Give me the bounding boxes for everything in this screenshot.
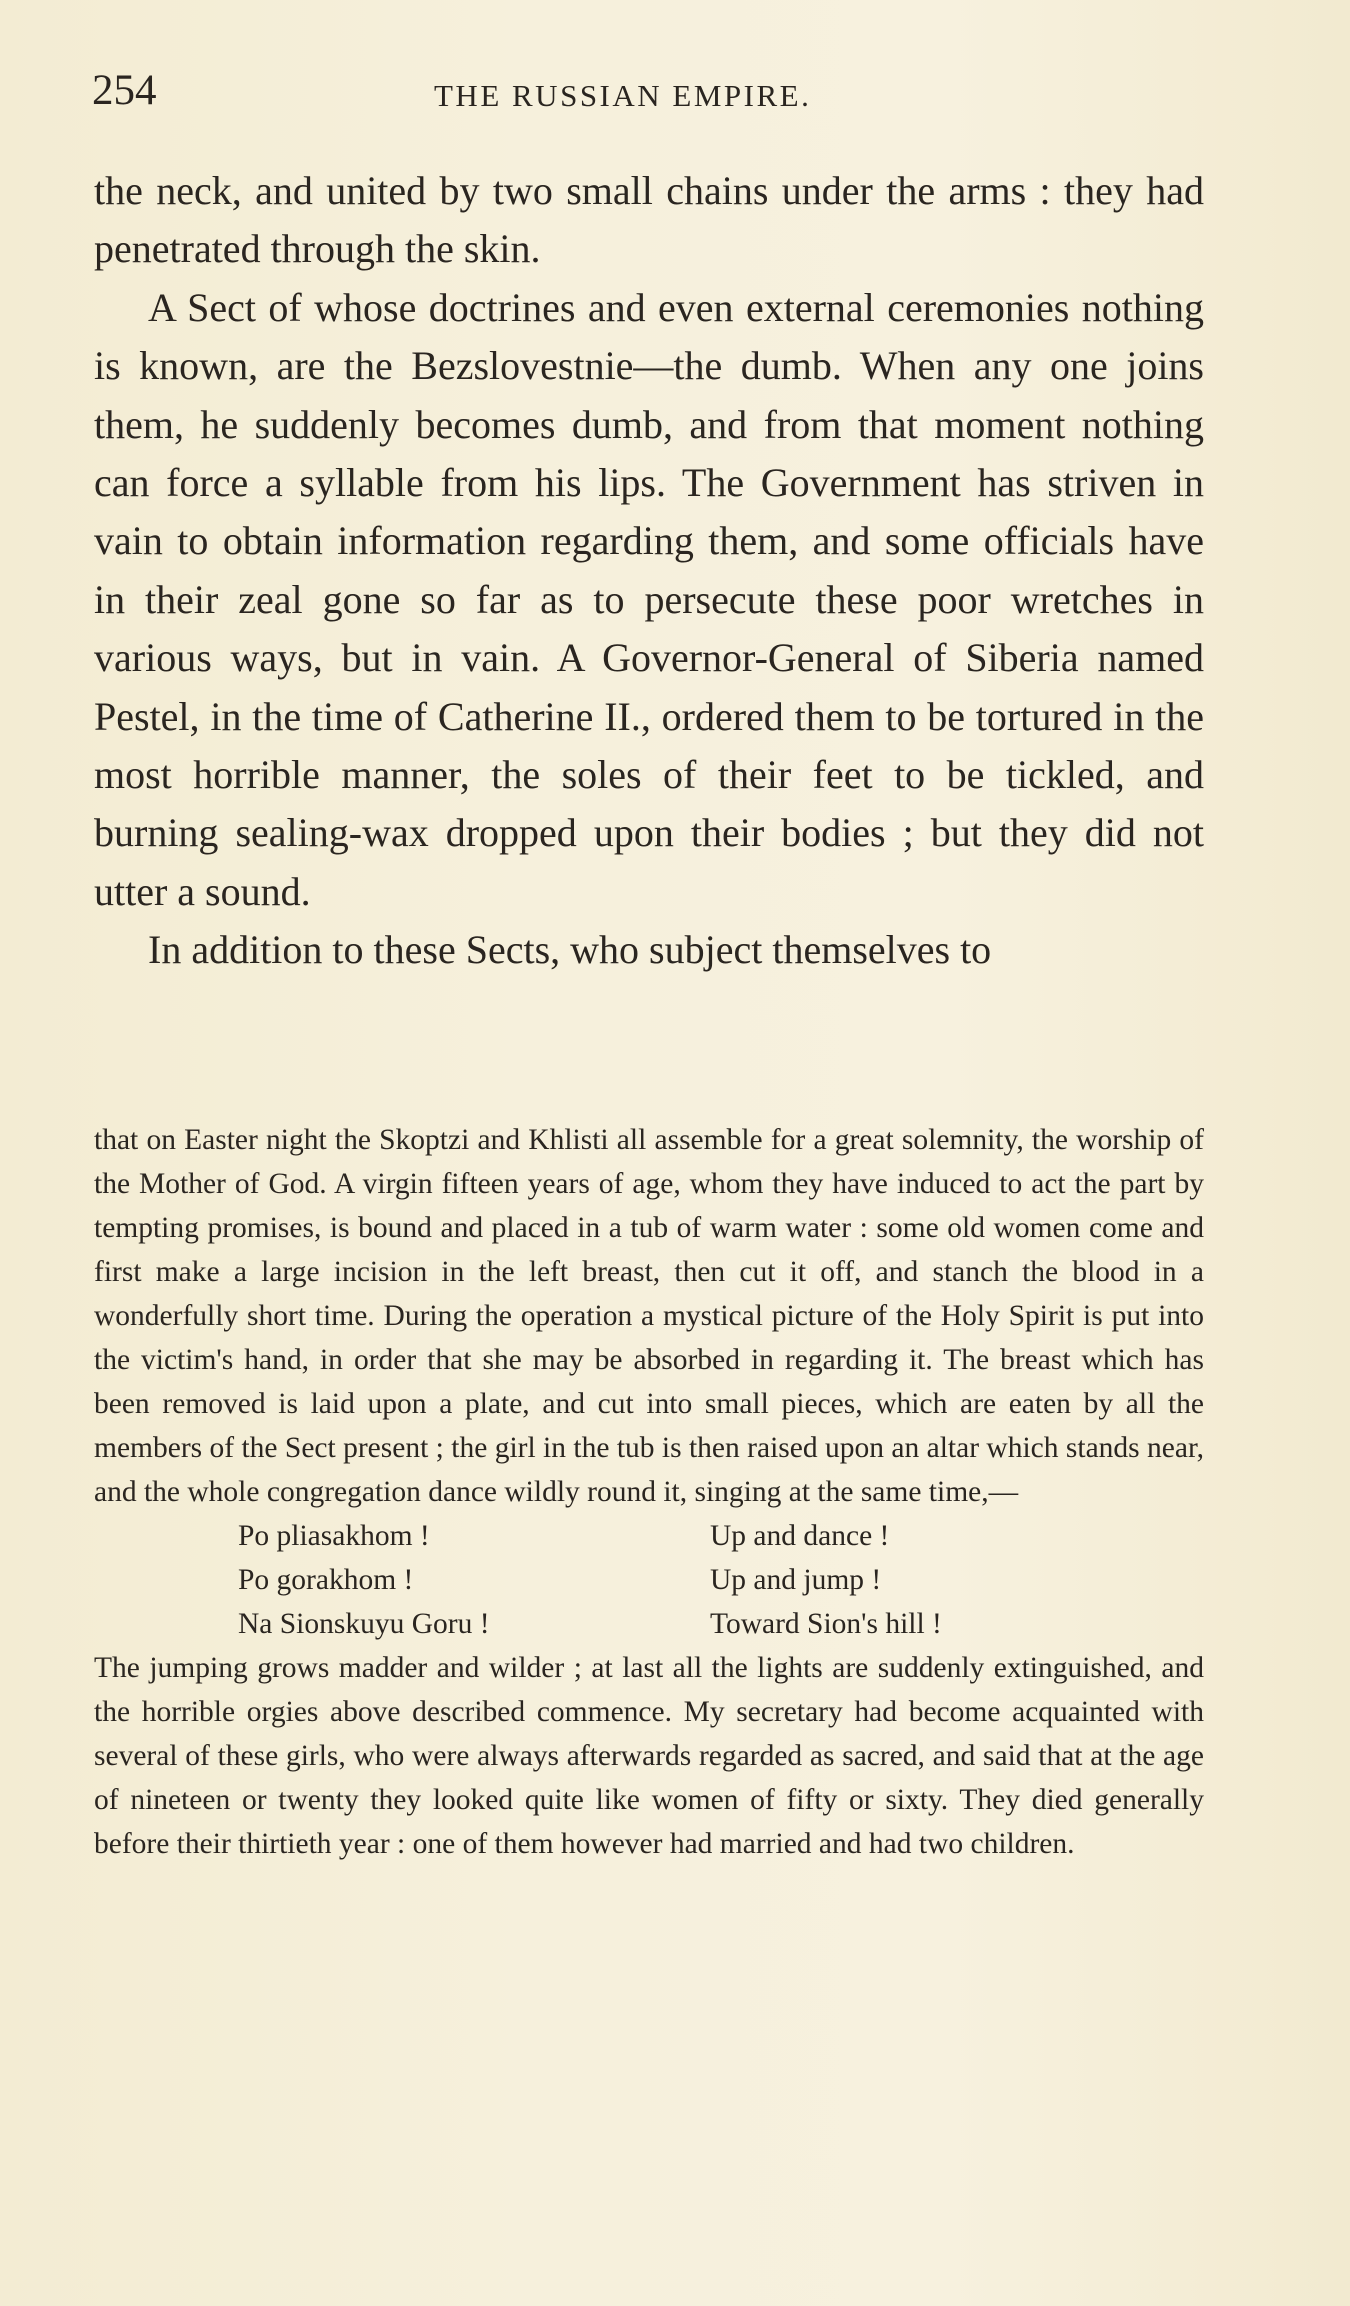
verse-original: Po pliasakhom ! bbox=[238, 1520, 430, 1552]
paragraph-bezslovestnie: A Sect of whose doctrines and even external ceremonies nothing is known, are the Bezslovestnie—the dumb. When any one joins them, he suddenly becomes dumb, and from that moment nothing can force a syllable from his lips. The Government has striven in vain to obtain information regarding them, and some officials have in their zeal gone so far as to persecute these poor wretches in various ways, but in vain. A Governor-General of Siberia named Pestel, in the time of Catherine II., ordered them to be tortured in the most horrible manner, the soles of their feet to be tickled, and burning sealing-wax dropped upon their bodies ; but they did not utter a sound. bbox=[94, 284, 1204, 914]
running-title: THE RUSSIAN EMPIRE. bbox=[434, 78, 812, 113]
paragraph-continued: the neck, and united by two small chains under the arms : they had penetrated through the skin. bbox=[94, 168, 1204, 272]
verse-line bbox=[238, 1602, 1204, 1646]
verse-translation: Toward Sion's hill ! bbox=[710, 1608, 942, 1640]
footnote-text-before-verse: that on Easter night the Skoptzi and Khlisti all assemble for a great solemnity, the worship of the Mother of God. A virgin fifteen years of age, whom they have induced to act the part by tempting promises, is bound and placed in a tub of warm water : some old women come and first make a large incision in the left breast, then cut it off, and stanch the blood in a wonderfully short time. During the operation a mystical picture of the Holy Spirit is put into the victim's hand, in order that she may be absorbed in regarding it. The breast which has been removed is laid upon a plate, and cut into small pieces, which are eaten by all the members of the Sect present ; the girl in the tub is then raised upon an altar which stands near, and the whole congregation dance wildly round it, singing at the same time,— bbox=[94, 1124, 1204, 1508]
verse-line bbox=[238, 1514, 1204, 1558]
verse-line bbox=[238, 1558, 1204, 1602]
verse-translation: Up and jump ! bbox=[710, 1564, 882, 1596]
verse-original: Na Sionskuyu Goru ! bbox=[238, 1608, 490, 1640]
footnote-text-after-verse: The jumping grows madder and wilder ; at last all the lights are suddenly extinguished, and the horrible orgies above described commence. My secretary had become acquainted with several of these girls, who were always afterwards regarded as sacred, and said that at the age of nineteen or twenty they looked quite like women of fifty or sixty. They died generally before their thirtieth year : one of them however had married and had two children. bbox=[94, 1652, 1204, 1860]
paragraph-addition: In addition to these Sects, who subject themselves to bbox=[148, 927, 992, 973]
verse-translation: Up and dance ! bbox=[710, 1520, 890, 1552]
footnote bbox=[94, 1118, 1204, 1866]
verse-original: Po gorakhom ! bbox=[238, 1564, 414, 1596]
verse-block bbox=[238, 1514, 1204, 1646]
page-number: 254 bbox=[92, 67, 157, 114]
body-text bbox=[94, 162, 1204, 980]
page-header bbox=[92, 66, 1202, 116]
